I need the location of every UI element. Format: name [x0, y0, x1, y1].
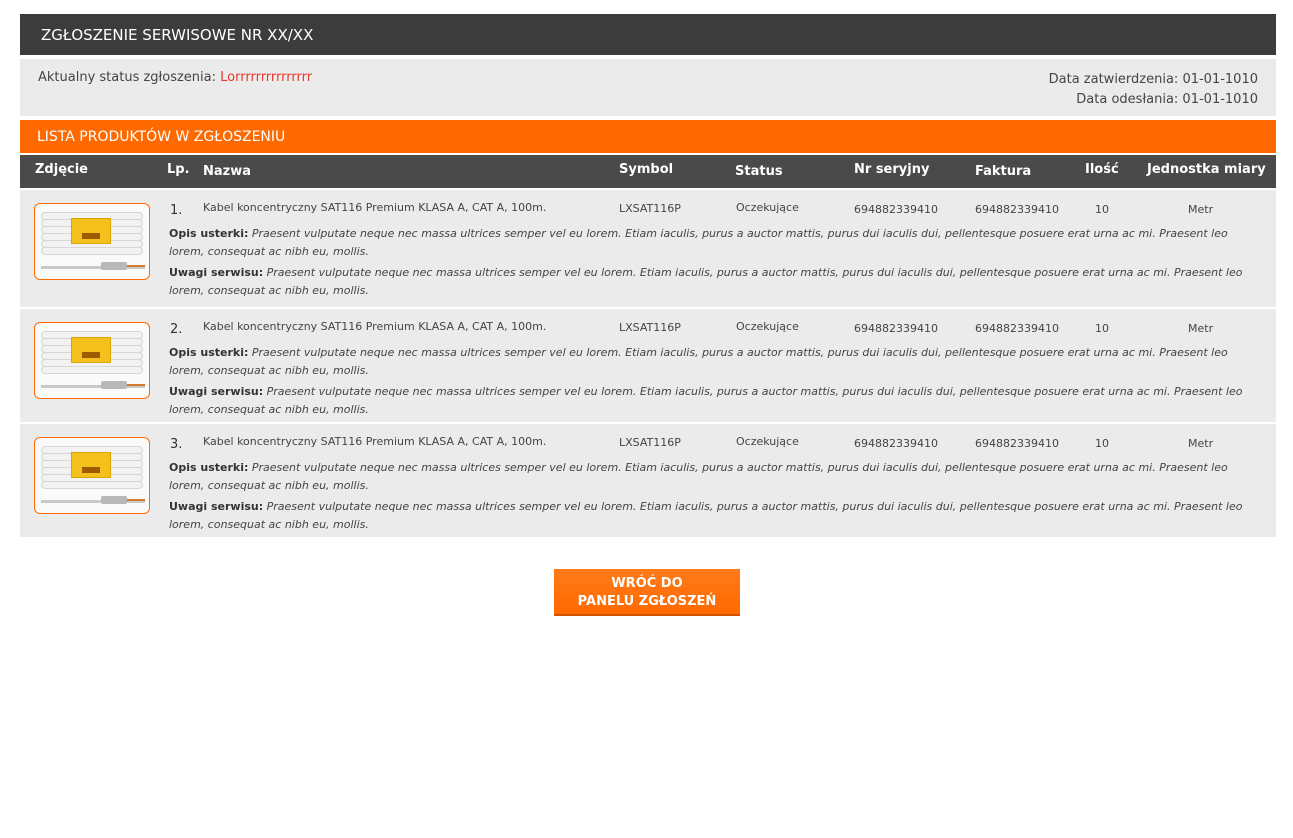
service-notes-label: Uwagi serwisu: [169, 385, 264, 398]
product-image[interactable] [34, 322, 150, 399]
product-list [20, 190, 1276, 537]
status-value: Lorrrrrrrrrrrrrrr [220, 70, 313, 85]
fault-description-label: Opis usterki: [169, 461, 249, 474]
column-header-invoice: Faktura [975, 164, 1032, 179]
fault-description-text: Praesent vulputate neque nec massa ultrices semper vel eu lorem. Etiam iaculis, purus a auctor mattis, purus dui iaculis dui, pellentesque posuere erat urna ac mi. Praesent leo lorem, consequat ac nibh eu, mollis. [169, 227, 1228, 258]
row-invoice: 694882339410 [975, 322, 1059, 335]
status-label: Aktualny status zgłoszenia: [38, 70, 221, 85]
dates [1049, 70, 1258, 110]
row-invoice: 694882339410 [975, 203, 1059, 216]
service-notes-label: Uwagi serwisu: [169, 500, 264, 513]
column-header-symbol: Symbol [619, 162, 674, 177]
page-title: ZGŁOSZENIE SERWISOWE NR XX/XX [20, 14, 1276, 55]
fault-description-text: Praesent vulputate neque nec massa ultrices semper vel eu lorem. Etiam iaculis, purus a auctor mattis, purus dui iaculis dui, pellentesque posuere erat urna ac mi. Praesent leo lorem, consequat ac nibh eu, mollis. [169, 461, 1228, 492]
sent-date: Data odesłania: 01-01-1010 [1076, 92, 1258, 107]
row-lp: 3. [170, 437, 183, 452]
product-image[interactable] [34, 203, 150, 280]
service-request-page [20, 14, 1276, 537]
fault-description-label: Opis usterki: [169, 227, 249, 240]
current-status [38, 70, 312, 85]
fault-description-text: Praesent vulputate neque nec massa ultrices semper vel eu lorem. Etiam iaculis, purus a auctor mattis, purus dui iaculis dui, pellentesque posuere erat urna ac mi. Praesent leo lorem, consequat ac nibh eu, mollis. [169, 346, 1228, 377]
fault-description-label: Opis usterki: [169, 346, 249, 359]
service-notes [169, 383, 1249, 419]
row-unit: Metr [1188, 322, 1214, 335]
cable-coil-icon [41, 446, 143, 498]
row-symbol: LXSAT116P [619, 202, 681, 215]
column-header-unit: Jednostka miary [1147, 162, 1266, 177]
column-header-lp: Lp. [167, 162, 190, 177]
table-header [20, 155, 1276, 188]
service-notes-text: Praesent vulputate neque nec massa ultrices semper vel eu lorem. Etiam iaculis, purus a auctor mattis, purus dui iaculis dui, pellentesque posuere erat urna ac mi. Praesent leo lorem, consequat ac nibh eu, mollis. [169, 266, 1243, 297]
row-unit: Metr [1188, 203, 1214, 216]
row-serial: 694882339410 [854, 203, 938, 216]
status-panel [20, 59, 1276, 116]
column-header-serial: Nr seryjny [854, 162, 930, 177]
row-name: Kabel koncentryczny SAT116 Premium KLASA A, CAT A, 100m. [203, 320, 547, 333]
row-quantity: 10 [1095, 437, 1109, 450]
cable-coil-icon [41, 331, 143, 383]
row-quantity: 10 [1095, 322, 1109, 335]
row-lp: 1. [170, 203, 183, 218]
table-row [20, 422, 1276, 537]
product-image[interactable] [34, 437, 150, 514]
column-header-quantity: Ilość [1085, 162, 1119, 177]
column-header-photo: Zdjęcie [35, 162, 88, 177]
back-button-line2: PANELU ZGŁOSZEŃ [577, 594, 717, 609]
row-name: Kabel koncentryczny SAT116 Premium KLASA A, CAT A, 100m. [203, 201, 547, 214]
row-lp: 2. [170, 322, 183, 337]
service-notes-text: Praesent vulputate neque nec massa ultrices semper vel eu lorem. Etiam iaculis, purus a auctor mattis, purus dui iaculis dui, pellentesque posuere erat urna ac mi. Praesent leo lorem, consequat ac nibh eu, mollis. [169, 385, 1243, 416]
table-row [20, 307, 1276, 422]
table-row [20, 190, 1276, 307]
column-header-name: Nazwa [203, 164, 252, 179]
row-serial: 694882339410 [854, 437, 938, 450]
service-notes-text: Praesent vulputate neque nec massa ultrices semper vel eu lorem. Etiam iaculis, purus a auctor mattis, purus dui iaculis dui, pellentesque posuere erat urna ac mi. Praesent leo lorem, consequat ac nibh eu, mollis. [169, 500, 1243, 531]
fault-description [169, 344, 1249, 380]
row-serial: 694882339410 [854, 322, 938, 335]
row-quantity: 10 [1095, 203, 1109, 216]
row-name: Kabel koncentryczny SAT116 Premium KLASA A, CAT A, 100m. [203, 435, 547, 448]
back-to-panel-button[interactable] [554, 569, 740, 616]
row-symbol: LXSAT116P [619, 321, 681, 334]
service-notes [169, 498, 1249, 534]
row-status: Oczekujące [736, 435, 799, 448]
service-notes [169, 264, 1249, 300]
fault-description [169, 225, 1249, 261]
service-notes-label: Uwagi serwisu: [169, 266, 264, 279]
row-status: Oczekujące [736, 201, 799, 214]
row-invoice: 694882339410 [975, 437, 1059, 450]
fault-description [169, 459, 1249, 495]
products-section-title: LISTA PRODUKTÓW W ZGŁOSZENIU [20, 120, 1276, 153]
column-header-status: Status [735, 164, 783, 179]
row-unit: Metr [1188, 437, 1214, 450]
back-button-line1: WRÓĆ DO [611, 576, 683, 591]
cable-coil-icon [41, 212, 143, 264]
row-symbol: LXSAT116P [619, 436, 681, 449]
approval-date: Data zatwierdzenia: 01-01-1010 [1048, 72, 1258, 87]
row-status: Oczekujące [736, 320, 799, 333]
